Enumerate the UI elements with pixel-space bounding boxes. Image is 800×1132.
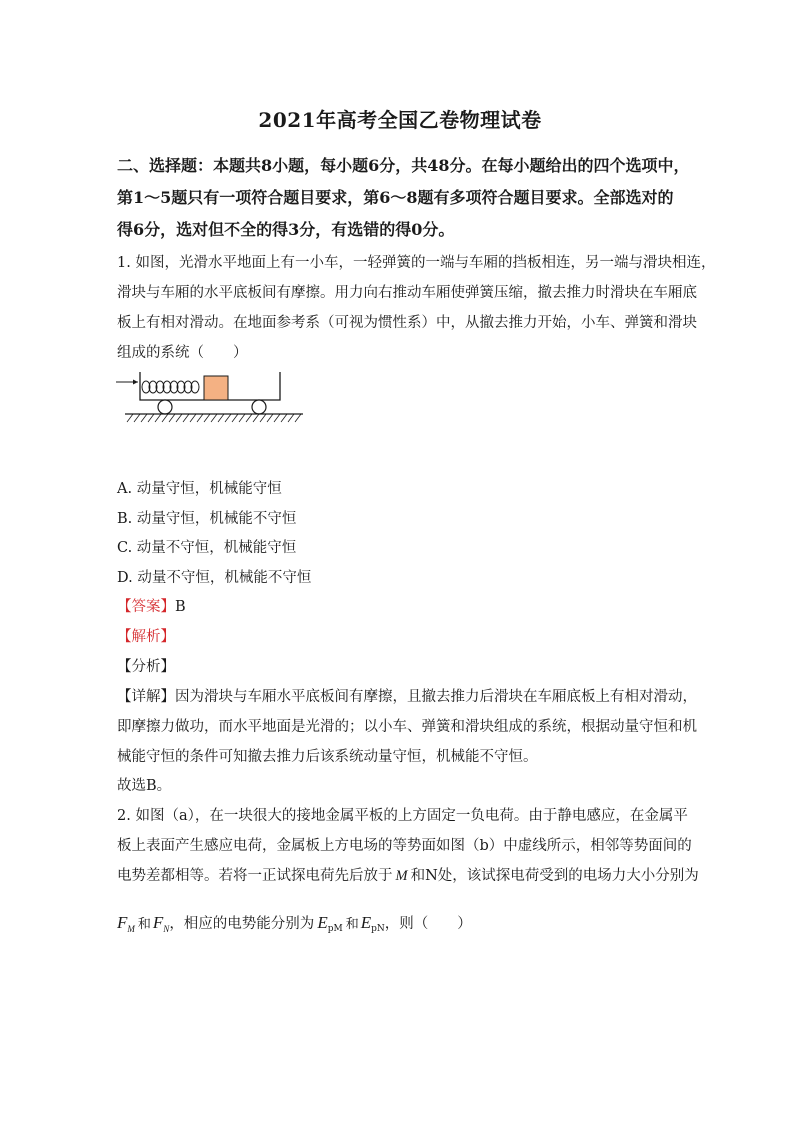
answer-value: B [175,599,186,615]
q1-fenxi-label: 【分析】 [117,659,175,675]
q2-line4-end: ，则（ ） [384,916,472,932]
q1-conclusion: 故选B。 [117,778,172,794]
q1-text-line-1: 1. 如图，光滑水平地面上有一小车，一轻弹簧的一端与车厢的挡板相连，另一端与滑块相连， [117,255,716,271]
q2-line3-part-a: 电势差都相等。若将一正试探电荷先后放于 [117,868,393,884]
q2-text-line-1: 2. 如图（a），在一块很大的接地金属平板的上方固定一负电荷。由于静电感应，在金属平 [117,808,688,824]
q1-detail-line-3: 械能守恒的条件可知撤去推力后该系统动量守恒，机械能不守恒。 [117,749,538,765]
and-text-1: 和 [137,917,151,932]
symbol-f-n: $F_N$ [152,913,170,934]
q1-option-b: B. 动量守恒，机械能不守恒 [117,511,297,527]
q2-text-line-3 [117,864,699,885]
page-title: 2021年高考全国乙卷物理试卷 [258,108,542,132]
symbol-f-m: $F_M$ [117,913,135,934]
q2-text-line-4 [117,912,472,934]
q1-text-line-3: 板上有相对滑动。在地面参考系（可视为惯性系）中，从撤去推力开始，小车、弹簧和滑块 [117,315,697,331]
detail-text-1: 因为滑块与车厢水平底板间有摩擦，且撤去推力后滑块在车厢底板上有相对滑动， [175,689,697,705]
q2-line3-part-b: 和N处，该试探电荷受到的电场力大小分别为 [410,868,699,884]
detail-label: 【详解】 [117,689,175,705]
symbol-e-pm: $E_{pM}$ [317,913,343,934]
q1-detail-line-2: 即摩擦力做功，而水平地面是光滑的；以小车、弹簧和滑块组成的系统，根据动量守恒和机 [117,719,697,735]
symbol-e-pn: $E_{pN}$ [360,913,385,934]
q2-text-line-2: 板上表面产生感应电荷，金属板上方电场的等势面如图（b）中虚线所示，相邻等势面间的 [117,838,692,854]
q2-line4-mid: ，相应的电势能分别为 [169,916,315,932]
symbol-m: M [395,868,408,884]
section-heading-line-2: 第1～5题只有一项符合题目要求，第6～8题有多项符合题目要求。全部选对的 [117,188,674,207]
q1-text-line-4: 组成的系统（ ） [117,345,248,361]
and-text-2: 和 [345,917,359,932]
q1-option-d: D. 动量不守恒，机械能不守恒 [117,570,312,586]
answer-label: 【答案】 [117,599,175,615]
cart-spring-figure [113,370,313,426]
q1-analysis-label: 【解析】 [117,629,175,645]
q1-text-line-2: 滑块与车厢的水平底板间有摩擦。用力向右推动车厢使弹簧压缩，撤去推力时滑块在车厢底 [117,285,697,301]
q1-option-c: C. 动量不守恒，机械能守恒 [117,540,297,556]
sliding-block [204,376,228,400]
section-heading-line-3: 得6分，选对但不全的得3分，有选错的得0分。 [117,220,455,239]
section-heading-line-1: 二、选择题：本题共8小题，每小题6分，共48分。在每小题给出的四个选项中， [117,156,690,175]
q1-detail-line-1 [117,685,697,706]
q1-answer [117,595,186,616]
q1-option-a: A. 动量守恒，机械能守恒 [117,481,282,497]
